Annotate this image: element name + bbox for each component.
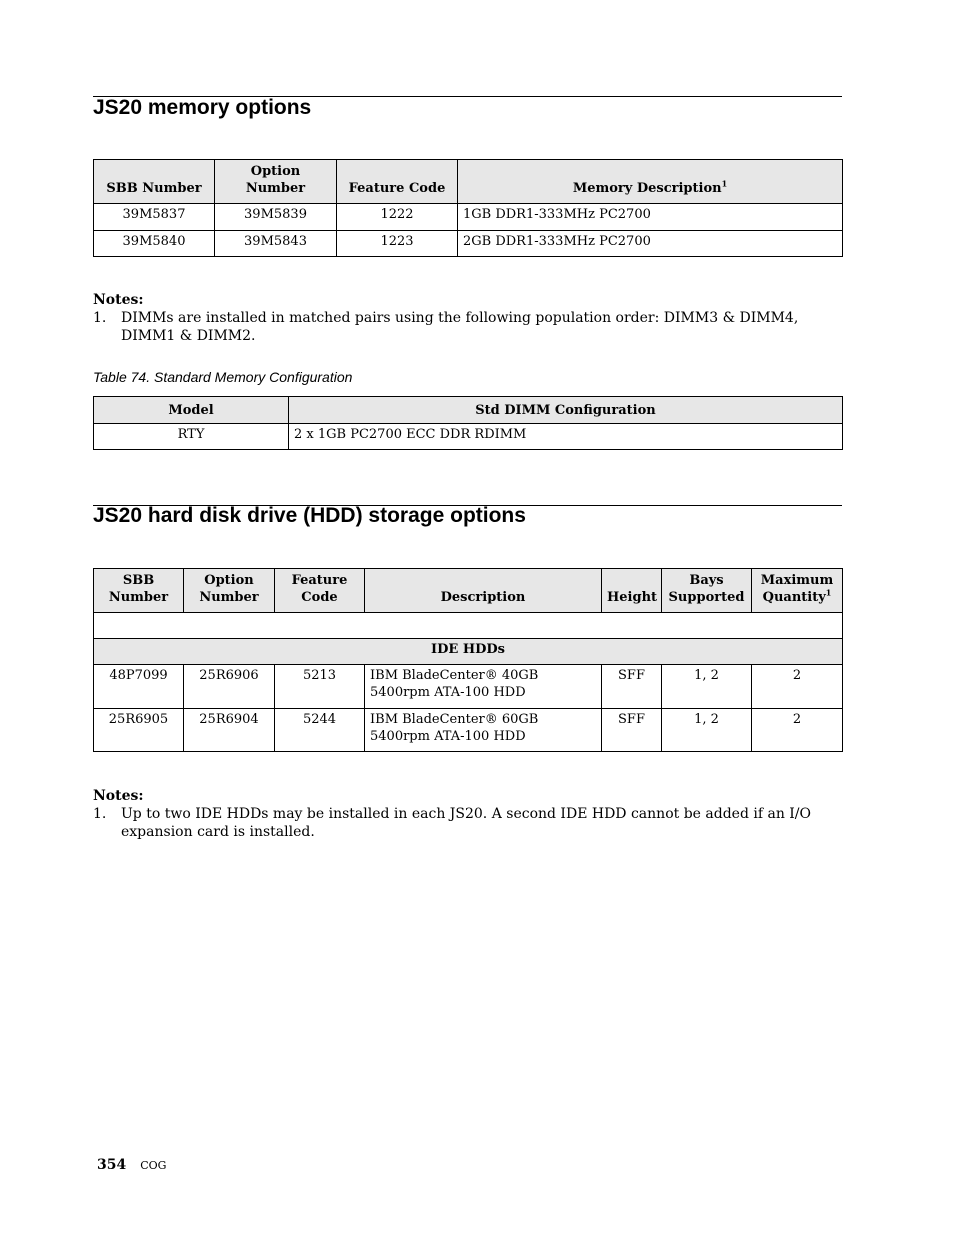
col-header-dimm-config: Std DIMM Configuration bbox=[289, 397, 843, 424]
table-row: 39M5840 39M5843 1223 2GB DDR1-333MHz PC2700 bbox=[94, 231, 843, 257]
table-row: 48P7099 25R6906 5213 IBM BladeCenter® 40GB 5400rpm ATA-100 HDD SFF 1, 2 2 bbox=[94, 665, 843, 709]
col-header-bays: Bays Supported bbox=[662, 569, 752, 613]
hdd-options-table bbox=[93, 568, 843, 752]
note-item: 1. Up to two IDE HDDs may be installed in each JS20. A second IDE HDD cannot be added if an I/O expansion card is installed. bbox=[93, 806, 812, 840]
col-header-feature: Feature Code bbox=[275, 569, 365, 613]
blank-row bbox=[94, 613, 843, 639]
col-header-description: Description bbox=[365, 569, 602, 613]
col-header-sbb: SBB Number bbox=[94, 160, 215, 204]
footnote-mark: 1 bbox=[721, 178, 728, 189]
group-label: IDE HDDs bbox=[94, 639, 843, 665]
page-number: 354 bbox=[97, 1157, 127, 1173]
memory-options-table bbox=[93, 159, 843, 257]
table-row: 39M5837 39M5839 1222 1GB DDR1-333MHz PC2700 bbox=[94, 204, 843, 231]
col-header-feature: Feature Code bbox=[337, 160, 458, 204]
section-title-memory: JS20 memory options bbox=[93, 96, 312, 119]
table-row: RTY 2 x 1GB PC2700 ECC DDR RDIMM bbox=[94, 424, 843, 450]
table-row: 25R6905 25R6904 5244 IBM BladeCenter® 60GB 5400rpm ATA-100 HDD SFF 1, 2 2 bbox=[94, 709, 843, 752]
hdd-notes bbox=[93, 787, 842, 841]
page-footer bbox=[97, 1157, 166, 1173]
col-header-option: Option Number bbox=[184, 569, 275, 613]
col-header-max-qty: Maximum Quantity$^1$ bbox=[752, 569, 843, 613]
footnote-mark: 1 bbox=[825, 587, 832, 598]
table-caption: Table 74. Standard Memory Configuration bbox=[93, 369, 353, 385]
col-header-option: Option Number bbox=[215, 160, 337, 204]
standard-memory-table bbox=[93, 396, 843, 450]
memory-notes bbox=[93, 291, 842, 345]
section-title-hdd: JS20 hard disk drive (HDD) storage options bbox=[93, 504, 526, 527]
group-header-row bbox=[94, 639, 843, 665]
note-item: 1. DIMMs are installed in matched pairs using the following population order: DIMM3 & DIMM4, DIMM1 & DIMM2. bbox=[93, 310, 799, 344]
col-header-model: Model bbox=[94, 397, 289, 424]
notes-label: Notes: bbox=[93, 788, 144, 804]
notes-label: Notes: bbox=[93, 292, 144, 308]
col-header-height: Height bbox=[602, 569, 662, 613]
col-header-memory-desc: Memory Description$^1$ bbox=[458, 160, 843, 204]
doc-name: COG bbox=[140, 1159, 167, 1172]
col-header-sbb: SBB Number bbox=[94, 569, 184, 613]
